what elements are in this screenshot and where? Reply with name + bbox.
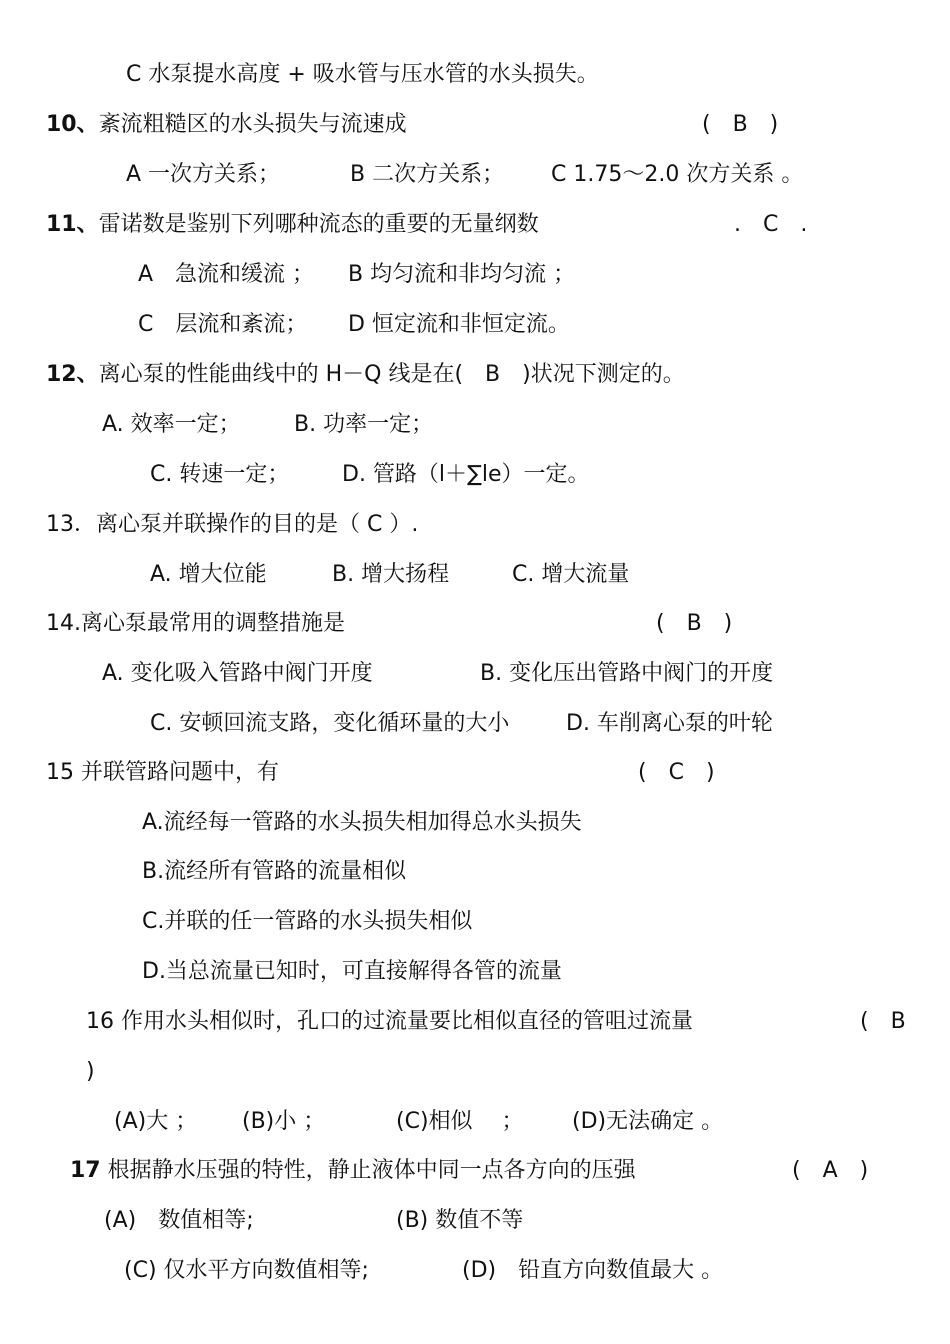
question-11 (46, 210, 539, 240)
q16-option-d: (D)无法确定 。 (572, 1109, 724, 1134)
q17-option-b: (B) 数值不等 (396, 1208, 524, 1233)
q15-option-a: A.流经每一管路的水头损失相加得总水头损失 (142, 810, 582, 835)
q12-option-d: D. 管路（l＋∑le）一定。 (342, 462, 590, 487)
q15-option-d: D.当总流量已知时，可直接解得各管的流量 (142, 959, 562, 984)
q15-option-c: C.并联的任一管路的水头损失相似 (142, 909, 473, 934)
q16-option-a: (A)大 ； (114, 1109, 198, 1134)
q10-answer: ( B ) (702, 112, 779, 137)
question-16: 16 作用水头相似时，孔口的过流量要比相似直径的管咀过流量 (86, 1009, 693, 1034)
q11-answer: . C . (734, 212, 808, 237)
q15-answer: ( C ) (638, 760, 715, 785)
q12-stem: 离心泵的性能曲线中的 H－Q 线是在( B )状况下测定的。 (98, 362, 685, 387)
q17-option-d: (D) 铅直方向数值最大 。 (462, 1258, 724, 1283)
q11-stem: 雷诺数是鉴别下列哪种流态的重要的无量纲数 (98, 212, 539, 237)
question-10 (46, 110, 407, 140)
q11-option-b: B 均匀流和非均匀流 ； (348, 262, 576, 287)
q12-number: 12、 (46, 362, 99, 387)
q11-number: 11、 (46, 212, 99, 237)
question-15: 15 并联管路问题中，有 (46, 760, 279, 785)
q12-option-b: B. 功率一定； (294, 412, 434, 437)
q13-option-a: A. 增大位能 (150, 562, 267, 587)
q10-stem: 紊流粗糙区的水头损失与流速成 (98, 112, 407, 137)
q16-option-c: (C)相似 ； (396, 1109, 524, 1134)
q14-option-b: B. 变化压出管路中阀门的开度 (480, 661, 774, 686)
q17-number: 17 (70, 1158, 101, 1183)
q16-answer-open: ( B (860, 1009, 906, 1034)
q14-answer: ( B ) (656, 611, 733, 636)
q17-option-c: (C) 仅水平方向数值相等; (124, 1258, 369, 1283)
q17-stem: 根据静水压强的特性，静止液体中同一点各方向的压强 (107, 1158, 636, 1183)
q10-option-a: A 一次方关系； (126, 162, 281, 187)
q15-option-b: B.流经所有管路的流量相似 (142, 859, 407, 884)
q10-number: 10、 (46, 112, 99, 137)
q17-answer: ( A ) (792, 1158, 869, 1183)
q12-option-a: A. 效率一定； (102, 412, 241, 437)
question-17 (70, 1156, 636, 1186)
q11-option-a: A 急流和缓流 ； (138, 262, 315, 287)
q11-option-d: D 恒定流和非恒定流。 (348, 312, 570, 337)
q14-option-d: D. 车削离心泵的叶轮 (566, 711, 773, 736)
q14-option-c: C. 安顿回流支路，变化循环量的大小 (150, 711, 510, 736)
q9-option-c: C 水泵提水高度 + 吸水管与压水管的水头损失。 (126, 62, 599, 87)
question-13: 13．离心泵并联操作的目的是（ C ）. (46, 512, 419, 537)
q13-option-b: B. 增大扬程 (332, 562, 450, 587)
q10-option-b: B 二次方关系； (350, 162, 505, 187)
q12-option-c: C. 转速一定； (150, 462, 290, 487)
q16-option-b: (B)小 ； (242, 1109, 326, 1134)
q17-option-a: (A) 数值相等; (104, 1208, 254, 1233)
question-14: 14.离心泵最常用的调整措施是 (46, 611, 345, 636)
q16-answer-close: ) (86, 1059, 95, 1084)
q10-option-c: C 1.75～2.0 次方关系 。 (551, 162, 804, 187)
q11-option-c: C 层流和紊流； (138, 312, 308, 337)
question-12 (46, 360, 685, 390)
q14-option-a: A. 变化吸入管路中阀门开度 (102, 661, 373, 686)
q13-option-c: C. 增大流量 (512, 562, 630, 587)
